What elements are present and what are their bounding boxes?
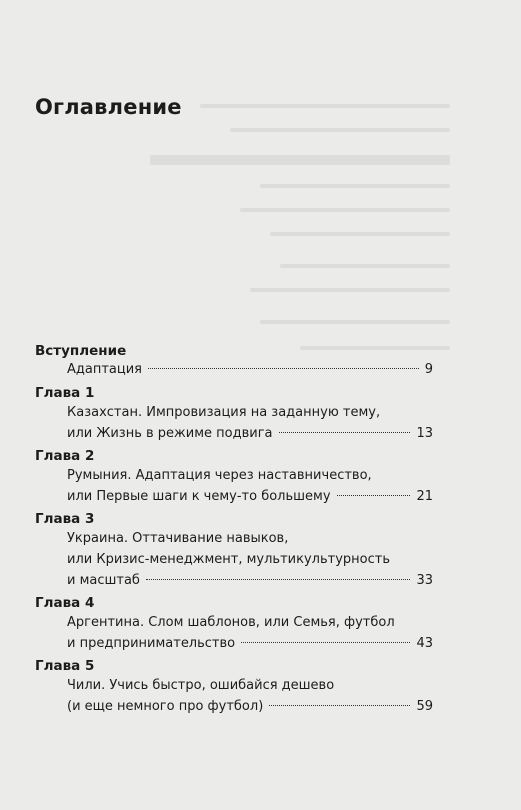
toc-entry-text-line bbox=[67, 465, 433, 487]
dot-leader bbox=[241, 642, 410, 643]
toc-page-number: 13 bbox=[416, 426, 433, 441]
toc-entry-text: и масштаб bbox=[67, 573, 140, 588]
toc-heading-chapter-5: Глава 5 bbox=[35, 658, 95, 674]
toc-entry-chapter-5[interactable] bbox=[67, 696, 433, 718]
toc-entry-text: или Первые шаги к чему-то большему bbox=[67, 489, 331, 504]
page-title: Оглавление bbox=[35, 95, 182, 119]
toc-entry-text: или Кризис-менеджмент, мультикультурность bbox=[67, 552, 390, 567]
dot-leader bbox=[269, 705, 410, 706]
toc-entry-chapter-4[interactable] bbox=[67, 633, 433, 655]
toc-page-number: 59 bbox=[416, 699, 433, 714]
toc-entry-text: Казахстан. Импровизация на заданную тему, bbox=[67, 405, 381, 420]
toc-entry-chapter-2[interactable] bbox=[67, 486, 433, 508]
toc-page-number: 43 bbox=[416, 636, 433, 651]
toc-page-number: 21 bbox=[416, 489, 433, 504]
dot-leader bbox=[279, 432, 411, 433]
toc-heading-chapter-4: Глава 4 bbox=[35, 595, 95, 611]
toc-entry-text: (и еще немного про футбол) bbox=[67, 699, 264, 714]
dot-leader bbox=[146, 579, 410, 580]
toc-entry-chapter-1[interactable] bbox=[67, 423, 433, 445]
toc-entry-text-line bbox=[67, 528, 433, 550]
toc-entry-text-line bbox=[67, 402, 433, 424]
toc-heading-chapter-3: Глава 3 bbox=[35, 511, 95, 527]
toc-entry-chapter-3[interactable] bbox=[67, 570, 433, 592]
dot-leader bbox=[148, 368, 419, 369]
toc-heading-chapter-2: Глава 2 bbox=[35, 448, 95, 464]
toc-entry-text: Адаптация bbox=[67, 362, 143, 377]
toc-page-number: 33 bbox=[416, 573, 433, 588]
toc-entry-text: Чили. Учись быстро, ошибайся дешево bbox=[67, 678, 335, 693]
toc-entry-text-line bbox=[67, 675, 433, 697]
toc-entry-text: и предпринимательство bbox=[67, 636, 236, 651]
dot-leader bbox=[337, 495, 411, 496]
toc-heading-intro: Вступление bbox=[35, 343, 127, 359]
toc-entry-text: Украина. Оттачивание навыков, bbox=[67, 531, 289, 546]
toc-page-number: 9 bbox=[424, 362, 433, 377]
toc-entry-text-line bbox=[67, 612, 433, 634]
toc-entry-text: или Жизнь в режиме подвига bbox=[67, 426, 273, 441]
toc-entry-text: Аргентина. Слом шаблонов, или Семья, футбол bbox=[67, 615, 395, 630]
toc-entry-text: Румыния. Адаптация через наставничество, bbox=[67, 468, 372, 483]
toc-entry-text-line bbox=[67, 549, 433, 571]
toc-entry-intro[interactable] bbox=[67, 359, 433, 381]
toc-heading-chapter-1: Глава 1 bbox=[35, 385, 95, 401]
